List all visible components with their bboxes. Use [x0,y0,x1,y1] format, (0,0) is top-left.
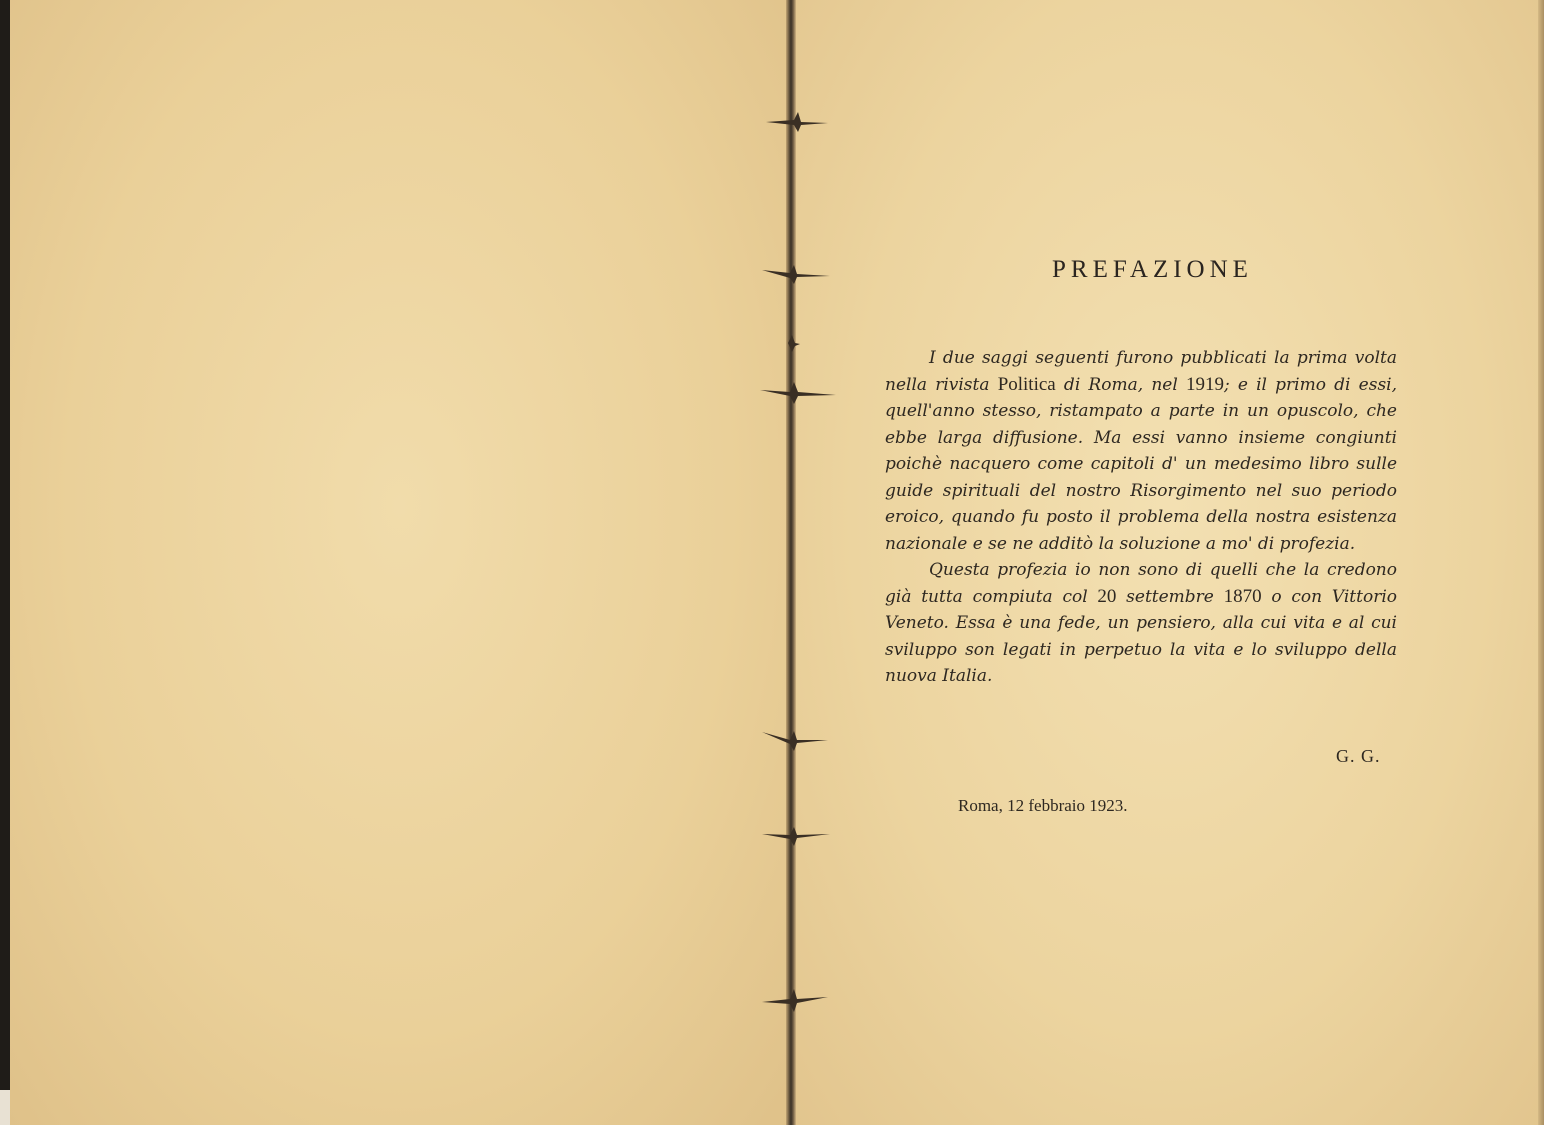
binding-stitch [760,984,830,1014]
binding-stitch [760,728,830,754]
journal-name: Politica [997,373,1056,395]
text-run: di Roma, nel [1055,374,1186,395]
paragraph [885,557,1397,690]
binding-stitch [764,110,830,134]
binding-gutter [786,0,796,1125]
year: 1919 [1185,373,1224,395]
left-page-blank [10,0,790,1125]
page-title: PREFAZIONE [1052,256,1253,283]
author-initials: G. G. [1336,746,1381,766]
text-run: ; e il primo di essi, quell'anno stesso, ristampato a parte in un opuscolo, che ebbe larga diffusione. Ma essi vanno insieme congiunti poichè nacquero come capitoli d' un medesimo libro sulle guide spirituali del nostro Risorgimento nel suo periodo eroico, quando fu posto il problema della nostra esistenza nazionale e se ne additò la soluzione a mo' di profezia. [885,374,1398,554]
text-run: settembre [1116,586,1224,607]
year: 1870 [1223,585,1262,607]
text-run: Questa profezia io non sono di quelli che la credono già tutta compiuta col [885,560,1397,607]
page-edge [1538,0,1544,1125]
binding-stitch [786,332,802,354]
binding-stitch [760,262,832,286]
text-run: o con Vittorio Veneto. Essa è una fede, un pensiero, alla cui vita e al cui sviluppo son legati in perpetuo la vita e lo sviluppo della nuova Italia. [885,586,1397,686]
dateline: Roma, 12 febbraio 1923. [958,796,1128,815]
paragraph [885,345,1397,557]
preface-text [885,345,1397,690]
day-number: 20 [1097,585,1117,607]
binding-stitch [758,380,838,406]
text-run: I due saggi seguenti furono pubblicati la prima volta nella rivista [885,348,1397,395]
binding-stitch [760,824,832,848]
